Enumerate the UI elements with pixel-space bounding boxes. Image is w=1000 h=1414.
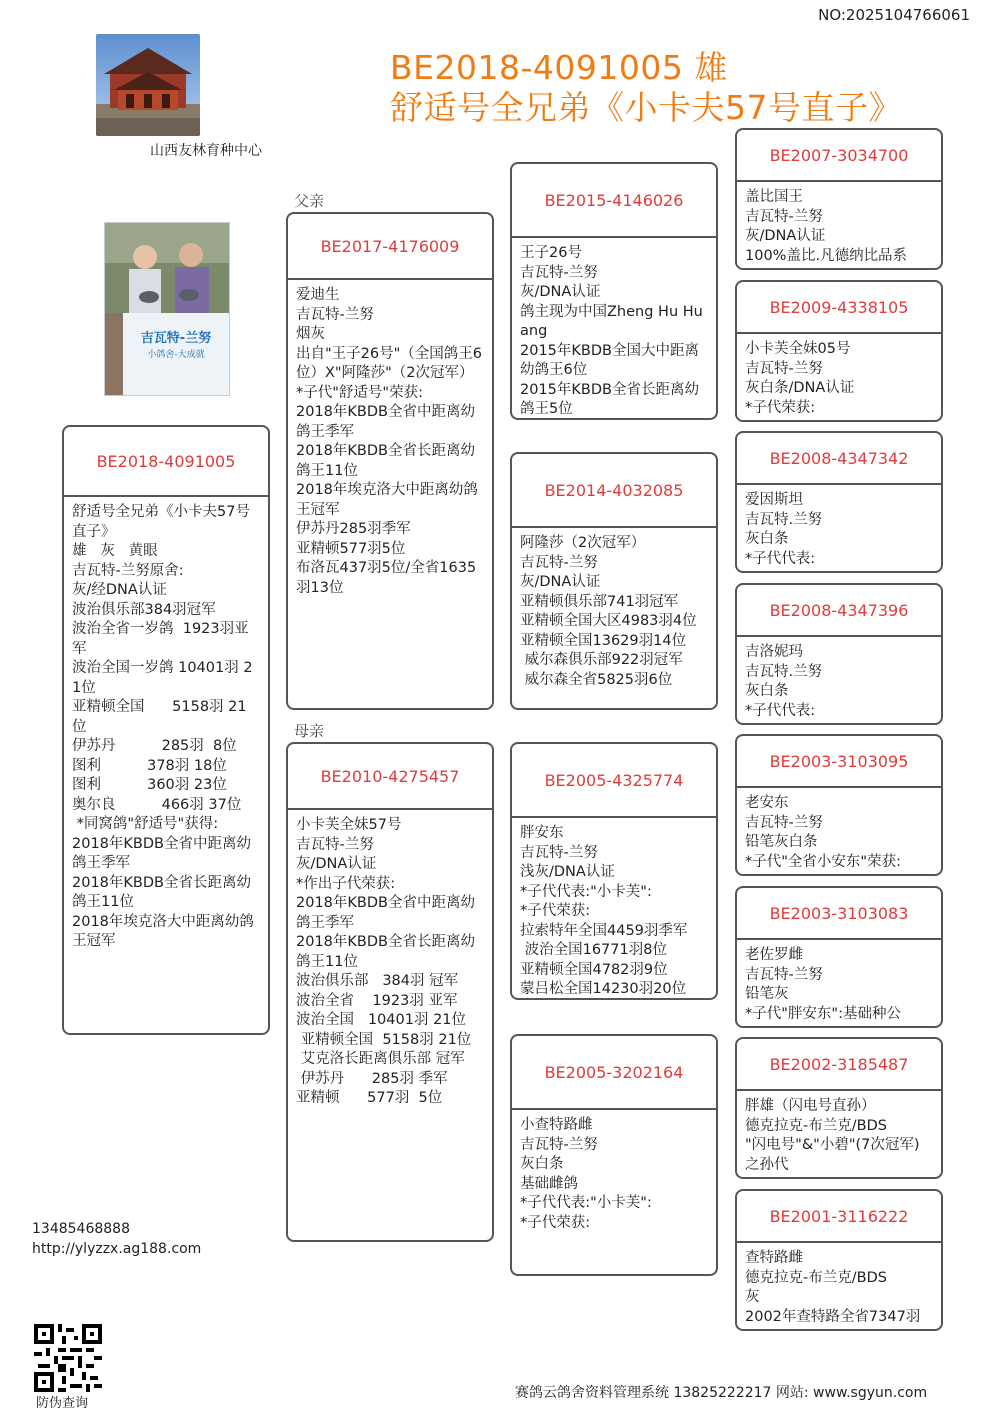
- qr-code-icon[interactable]: [34, 1324, 102, 1392]
- loft-logo-image: [96, 34, 200, 136]
- promo-title: 吉瓦特-兰努: [140, 331, 212, 346]
- card-ring-number: BE2018-4091005: [64, 427, 268, 497]
- card-ring-number: BE2001-3116222: [737, 1191, 941, 1243]
- pedigree-card-subject: [62, 425, 270, 1035]
- card-ring-number: BE2005-4325774: [512, 744, 716, 818]
- card-details: 爱因斯坦 吉瓦特.兰努 灰白条 *子代代表:: [745, 492, 823, 567]
- card-ring-number: BE2005-3202164: [512, 1036, 716, 1110]
- breeder-promo-image: [104, 222, 230, 396]
- pedigree-card-sdd: [735, 583, 943, 725]
- pedigree-card-sire-dam: [510, 452, 718, 710]
- promo-subtitle: 小鸽舍-大成就: [147, 350, 205, 360]
- pedigree-card-dam: [286, 742, 494, 1242]
- card-details: 小卡芙全妹57号 吉瓦特-兰努 灰/DNA认证 *作出子代荣获: 2018年KBDB全省中距离幼鸽王季军 2018年KBDB全省长距离幼鸽王11位 波治俱乐部 384羽 冠军 波治全省 1923羽 亚军 波治全国 10401羽 21位 亚精顿全国 5158羽 21位 艾克洛长距离俱乐部 冠军 伊苏丹 285羽 季军 亚精顿 577羽 5位: [296, 817, 475, 1106]
- pedigree-card-dss: [735, 734, 943, 876]
- title-line-2: 舒适号全兄弟《小卡夫57号直子》: [390, 88, 902, 127]
- card-ring-number: BE2008-4347342: [737, 433, 941, 485]
- pedigree-card-dds: [735, 1037, 943, 1179]
- pedigree-card-ddd: [735, 1189, 943, 1331]
- pedigree-card-sire: [286, 212, 494, 710]
- mother-label: 母亲: [294, 722, 325, 740]
- card-ring-number: BE2017-4176009: [288, 214, 492, 280]
- card-ring-number: BE2003-3103083: [737, 888, 941, 940]
- card-details: 胖雄（闪电号直孙） 德克拉克-布兰克/BDS "闪电号"&"小碧"(7次冠军)之孙代: [745, 1098, 920, 1173]
- card-details: 盖比国王 吉瓦特-兰努 灰/DNA认证 100%盖比.凡德纳比品系: [745, 189, 908, 264]
- card-details: 王子26号 吉瓦特-兰努 灰/DNA认证 鸽主现为中国Zheng Hu Huang 2015年KBDB全国大中距离幼鸽王6位 2015年KBDB全省长距离幼鸽王5位: [520, 245, 703, 417]
- card-ring-number: BE2007-3034700: [737, 130, 941, 182]
- card-details: 胖安东 吉瓦特-兰努 浅灰/DNA认证 *子代代表:"小卡芙": *子代荣获: 拉索特年全国4459羽季军 波治全国16771羽8位 亚精顿全国4782羽9位 蒙吕松全国14230羽20位: [520, 825, 688, 997]
- card-ring-number: BE2003-3103095: [737, 736, 941, 788]
- card-ring-number: BE2014-4032085: [512, 454, 716, 528]
- pedigree-card-dam-dam: [510, 1034, 718, 1276]
- card-ring-number: BE2015-4146026: [512, 164, 716, 238]
- card-details: 老佐罗雌 吉瓦特-兰努 铅笔灰 *子代"胖安东":基础种公: [745, 947, 901, 1022]
- contact-phone: 13485468888: [32, 1221, 130, 1237]
- title-line-1: BE2018-4091005 雄: [390, 48, 728, 87]
- organization-name: 山西友林育种中心: [150, 143, 262, 159]
- pedigree-card-sire-sire: [510, 162, 718, 420]
- card-details: 老安东 吉瓦特-兰努 铅笔灰白条 *子代"全省小安东"荣获:: [745, 795, 901, 870]
- document-number: NO:2025104766061: [818, 6, 970, 24]
- pedigree-card-sds: [735, 431, 943, 573]
- father-label: 父亲: [294, 192, 325, 210]
- page-title: [390, 48, 902, 128]
- card-ring-number: BE2002-3185487: [737, 1039, 941, 1091]
- footer-info: 赛鸽云鸽舍资料管理系统 13825222217 网站: www.sgyun.com: [515, 1385, 928, 1401]
- pedigree-card-dam-sire: [510, 742, 718, 1000]
- card-details: 爱迪生 吉瓦特-兰努 烟灰 出自"王子26号"（全国鸽王6位）X"阿隆莎"（2次冠军） *子代"舒适号"荣获: 2018年KBDB全省中距离幼鸽王季军 2018年KBDB全省长距离幼鸽王11位 2018年埃克洛大中距离幼鸽王冠军 伊苏丹285羽季军 亚精顿577羽5位 布洛瓦437羽5位/全省1635羽13位: [296, 287, 483, 596]
- card-ring-number: BE2010-4275457: [288, 744, 492, 810]
- card-details: 小查特路雌 吉瓦特-兰努 灰白条 基础雌鸽 *子代代表:"小卡芙": *子代荣获:: [520, 1117, 652, 1231]
- card-details: 查特路雌 德克拉克-布兰克/BDS 灰 2002年查特路全省7347羽: [745, 1250, 921, 1325]
- pedigree-card-sss: [735, 128, 943, 270]
- pedigree-card-ssd: [735, 280, 943, 422]
- card-ring-number: BE2009-4338105: [737, 282, 941, 334]
- card-details: 舒适号全兄弟《小卡夫57号直子》 雄 灰 黄眼 吉瓦特-兰努原舍: 灰/经DNA认证 波治俱乐部384羽冠军 波治全省一岁鸽 1923羽亚军 波治全国一岁鸽 10401羽 21位 亚精顿全国 5158羽 21位 伊苏丹 285羽 8位 图利 378羽 18位 图利 360羽 23位 奥尔良 466羽 37位 *同窝鸽"舒适号"获得: 2018年KBDB全省中距离幼鸽王季军 2018年KBDB全省长距离幼鸽王11位 2018年埃克洛大中距离幼鸽王冠军: [72, 504, 254, 949]
- contact-url[interactable]: http://ylyzzx.ag188.com: [32, 1241, 202, 1257]
- card-details: 小卡芙全妹05号 吉瓦特-兰努 灰白条/DNA认证 *子代荣获:: [745, 341, 855, 416]
- card-details: 阿隆莎（2次冠军） 吉瓦特-兰努 灰/DNA认证 亚精顿俱乐部741羽冠军 亚精顿全国大区4983羽4位 亚精顿全国13629羽14位 威尔森俱乐部922羽冠军 威尔森全省5825羽6位: [520, 535, 697, 688]
- card-details: 吉洛妮玛 吉瓦特.兰努 灰白条 *子代代表:: [745, 644, 823, 719]
- card-ring-number: BE2008-4347396: [737, 585, 941, 637]
- pedigree-card-dsd: [735, 886, 943, 1028]
- qr-label: 防伪查询: [36, 1396, 89, 1411]
